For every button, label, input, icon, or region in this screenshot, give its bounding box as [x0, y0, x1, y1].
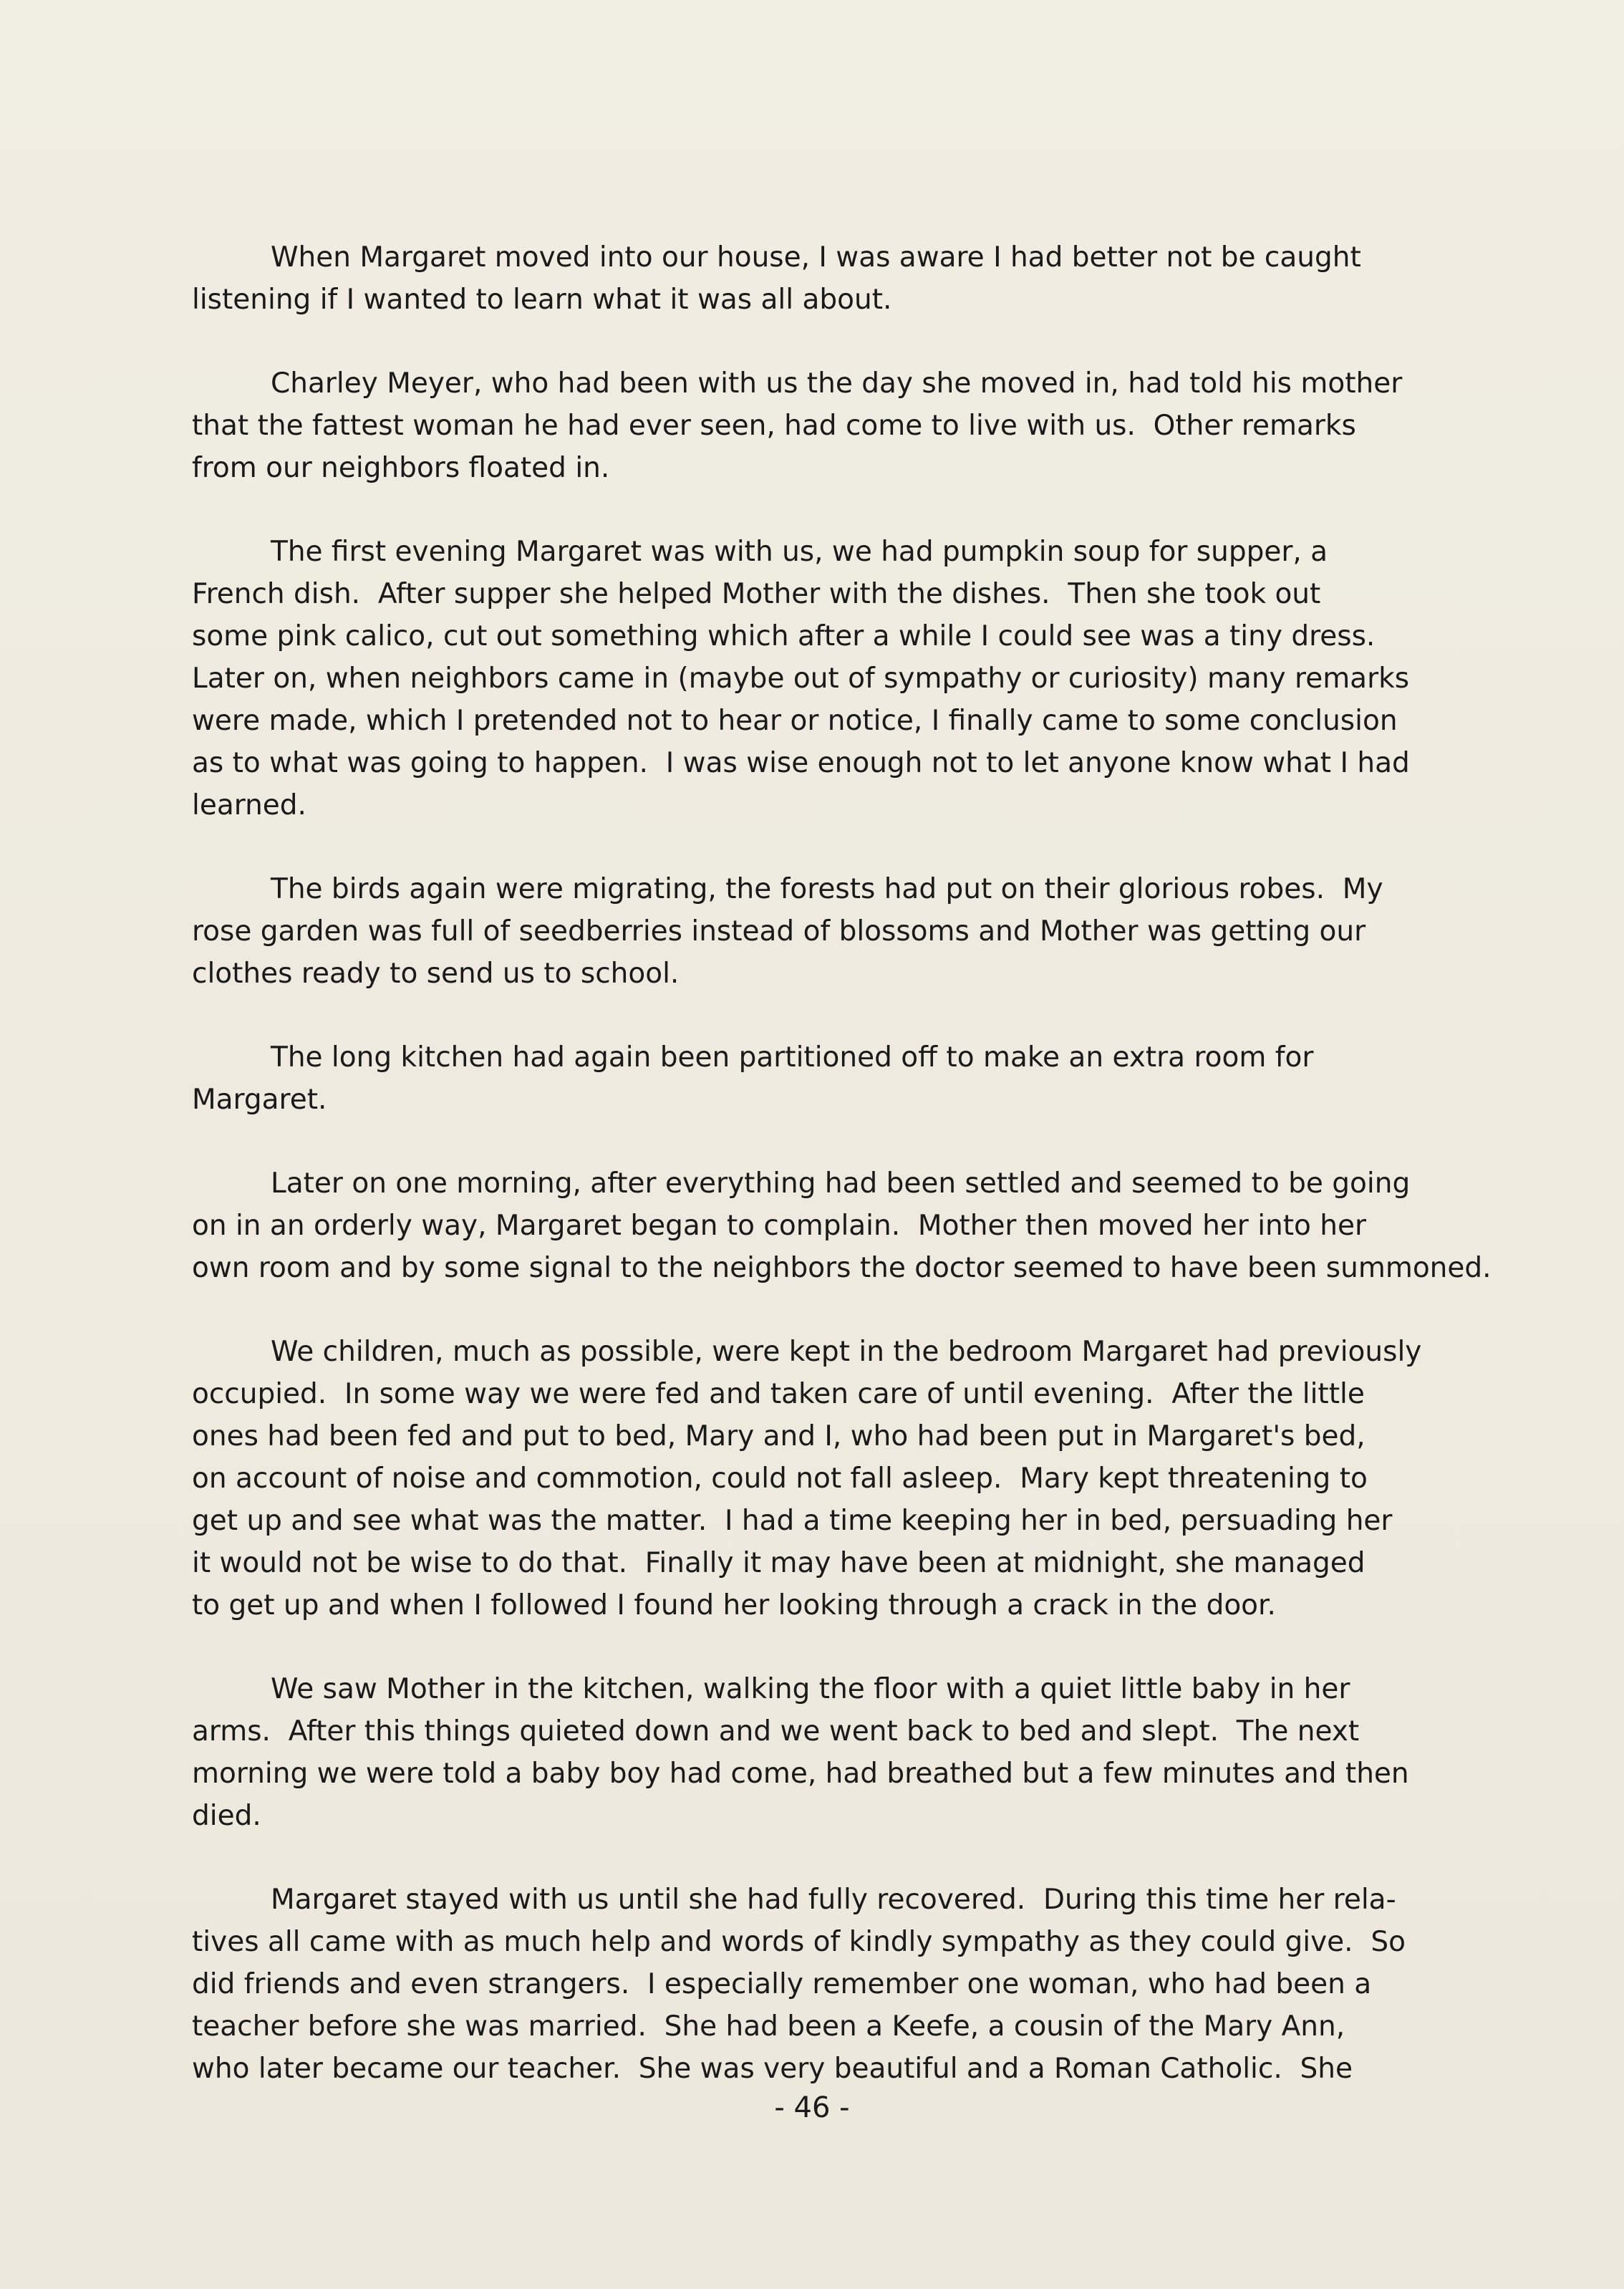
body-text [192, 236, 1588, 2131]
text-line: The first evening Margaret was with us, we had pumpkin soup for supper, a [271, 536, 1328, 568]
text-line: occupied. In some way we were fed and taken care of until evening. After the little [192, 1378, 1365, 1410]
text-line: We saw Mother in the kitchen, walking the floor with a quiet little baby in her [271, 1673, 1350, 1705]
text-line: Margaret. [192, 1084, 327, 1116]
text-line: teacher before she was married. She had been a Keefe, a cousin of the Mary Ann, [192, 2010, 1345, 2043]
text-line: French dish. After supper she helped Mother with the dishes. Then she took out [192, 578, 1321, 610]
text-line: ones had been fed and put to bed, Mary and I, who had been put in Margaret's bed, [192, 1420, 1366, 1452]
text-line: Margaret stayed with us until she had fully recovered. During this time her rela- [271, 1884, 1396, 1916]
text-line: on account of noise and commotion, could not fall asleep. Mary kept threatening to [192, 1462, 1368, 1495]
text-line: learned. [192, 789, 306, 821]
text-line: on in an orderly way, Margaret began to complain. Mother then moved her into her [192, 1210, 1367, 1242]
text-line: morning we were told a baby boy had come, had breathed but a few minutes and then [192, 1758, 1409, 1790]
text-line: it would not be wise to do that. Finally it may have been at midnight, she managed [192, 1547, 1366, 1579]
text-line: clothes ready to send us to school. [192, 958, 680, 990]
text-line: listening if I wanted to learn what it was all about. [192, 284, 892, 316]
paragraph [192, 868, 1588, 995]
text-line: arms. After this things quieted down and we went back to bed and slept. The next [192, 1715, 1360, 1748]
paragraph [192, 1331, 1588, 1627]
text-line: The birds again were migrating, the forests had put on their glorious robes. My [271, 873, 1383, 905]
text-line: from our neighbors floated in. [192, 452, 610, 484]
paragraph [192, 236, 1588, 321]
text-line: own room and by some signal to the neighbors the doctor seemed to have been summoned. [192, 1252, 1492, 1284]
paragraph [192, 362, 1588, 489]
text-line: Later on, when neighbors came in (maybe out of sympathy or curiosity) many remarks [192, 662, 1410, 695]
text-line: to get up and when I followed I found her looking through a crack in the door. [192, 1589, 1276, 1621]
text-line: as to what was going to happen. I was wise enough not to let anyone know what I had [192, 747, 1410, 779]
text-line: Later on one morning, after everything had been settled and seemed to be going [271, 1167, 1411, 1200]
page-number: - 46 - [774, 2091, 850, 2124]
paragraph [192, 1879, 1588, 2090]
text-line: did friends and even strangers. I especially remember one woman, who had been a [192, 1968, 1372, 2000]
text-line: were made, which I pretended not to hear or notice, I finally came to some conclusion [192, 705, 1398, 737]
paragraph [192, 1036, 1588, 1121]
text-line: get up and see what was the matter. I had a time keeping her in bed, persuading her [192, 1505, 1393, 1537]
text-line: some pink calico, cut out something which after a while I could see was a tiny dress. [192, 620, 1376, 652]
text-line: tives all came with as much help and words of kindly sympathy as they could give. So [192, 1926, 1406, 1958]
text-line: rose garden was full of seedberries instead of blossoms and Mother was getting our [192, 915, 1366, 948]
text-line: that the fattest woman he had ever seen, had come to live with us. Other remarks [192, 410, 1356, 442]
text-line: Charley Meyer, who had been with us the day she moved in, had told his mother [271, 367, 1403, 400]
text-line: We children, much as possible, were kept in the bedroom Margaret had previously [271, 1336, 1422, 1368]
text-line: The long kitchen had again been partitioned off to make an extra room for [271, 1041, 1314, 1074]
paragraph [192, 1162, 1588, 1289]
text-line: When Margaret moved into our house, I was aware I had better not be caught [271, 241, 1361, 274]
text-line: who later became our teacher. She was very beautiful and a Roman Catholic. She [192, 2053, 1353, 2085]
paragraph [192, 1668, 1588, 1837]
text-line: died. [192, 1800, 261, 1832]
paragraph [192, 531, 1588, 827]
